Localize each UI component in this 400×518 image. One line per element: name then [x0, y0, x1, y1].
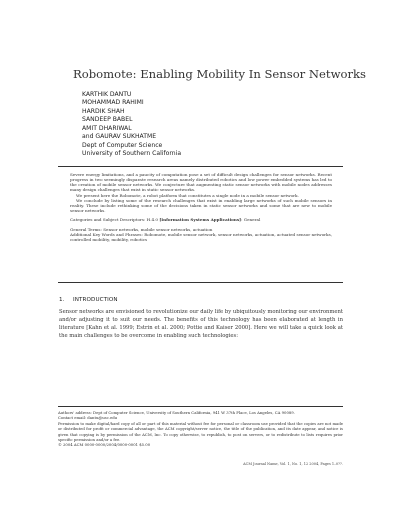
author-name: and GAURAV SUKHATME	[82, 133, 157, 141]
categories-line	[70, 217, 332, 222]
categories-prefix: Categories and Subject Descriptors: H.4.0	[70, 217, 160, 223]
categories-suffix: : General	[241, 217, 261, 223]
footnote-permission: Permission to make digital/hard copy of all or part of this material without fee for personal or classroom use provided that the copies are not made or distributed for profit or commercial advantage, the ACM copyright/server notice, the title of the publication, and its date appear, and notice is given that copying is by permission of the ACM, Inc. To copy otherwise, to republish, to post on servers, or to redistribute to lists requires prior specific permission and/or a fee.	[58, 420, 343, 443]
author-name: HARDIK SHAH	[82, 107, 125, 115]
abstract-rule	[58, 282, 343, 283]
intro-paragraph: Sensor networks are envisioned to revolutionize our daily life by ubiquitously monitoring our environment and/or adjusting it to suit our needs. The benefits of this technology has been elaborated at length in literature [Kahn et al. 1999; Estrin et al. 2000; Pottie and Kaiser 2000]. Here we will take a quick look at the main challenges to be overcome in enabling such technologies:	[59, 309, 343, 339]
author-name: AMIT DHARIWAL	[82, 124, 132, 132]
footnote-rule	[58, 406, 343, 407]
abstract-paragraph: Severe energy limitations, and a paucity of computation pose a set of difficult design challenges for sensor networks. Recent progress in two seemingly disparate research areas namely distributed robotics and low power embedded systems has led to the creation of mobile sensor networks. We conjecture that augmenting static sensor networks with mobile nodes addresses many design challenges that exist in static sensor networks.	[70, 172, 332, 193]
author-name: SANDEEP BABEL	[82, 116, 133, 124]
author-name: MOHAMMAD RAHIMI	[82, 99, 144, 107]
affiliation-line: Dept of Computer Science	[82, 141, 163, 149]
abstract-paragraph: We conclude by listing some of the research challenges that exist in enabling large networks of such mobile sensors in reality. These include rethinking some of the decisions taken in static sensor networks and some that are new to mobile sensor networks.	[70, 197, 332, 214]
body-text	[59, 309, 343, 341]
author-block	[82, 91, 322, 159]
keywords-line: Additional Key Words and Phrases: Robomote, mobile sensor network, sensor networks, actuation, actuated sensor networks, controlled mobility, mobility, robotics	[70, 231, 332, 242]
abstract	[70, 172, 332, 242]
abstract-paragraph: We present here the Robomote, a robot platform that constitutes a single node in a mobile sensor network.	[76, 192, 299, 198]
general-terms-line: General Terms: Sensor networks, mobile sensor networks, actuation	[70, 226, 213, 232]
footnote-contact: Contact email: dantu@usc.edu	[58, 415, 118, 421]
header-rule	[58, 166, 343, 167]
footnote-copyright: © 2004 ACM 0000-0000/2004/0000-0001 $5.00	[58, 442, 151, 448]
footnote-address: Authors' address: Dept of Computer Science, University of Southern California, 941 W 37th Place, Los Angeles, CA 90089.	[58, 410, 295, 415]
categories-bold: [Information Systems Applications]	[159, 217, 242, 223]
section-number: 1.	[59, 297, 65, 303]
section-title: INTRODUCTION	[73, 297, 118, 303]
section-heading	[59, 297, 118, 303]
paper-title: Robomote: Enabling Mobility In Sensor Networks	[73, 67, 366, 81]
page-footer: ACM Journal Name, Vol. 1, No. 1, 12 2004, Pages 1–0??.	[243, 462, 343, 466]
author-name: KARTHIK DANTU	[82, 91, 132, 98]
footnote	[58, 410, 343, 448]
affiliation-line: University of Southern California	[82, 150, 182, 158]
